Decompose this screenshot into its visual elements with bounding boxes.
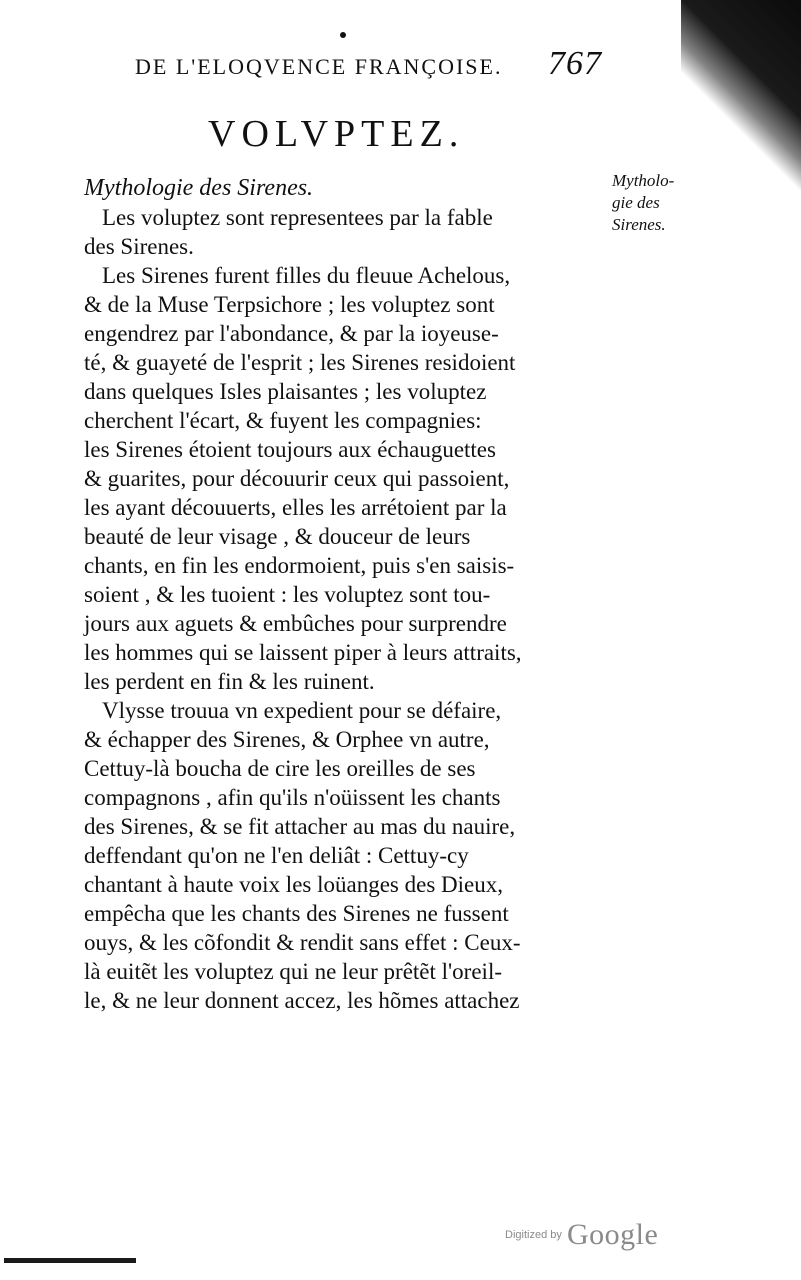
margin-note (612, 170, 702, 236)
paragraphs (84, 203, 614, 1015)
watermark-logo: Google (566, 1218, 659, 1251)
text-line: les perdent en fin & les ruinent. (84, 669, 375, 694)
body-text (84, 174, 614, 1015)
running-head: DE L'ELOQVENCE FRANÇOISE. (135, 54, 503, 79)
margin-note-line: Sirenes. (612, 215, 666, 234)
text-line: chants, en fin les endormoient, puis s'en saisis- (84, 553, 515, 578)
section-title: VOLVPTEZ. (208, 113, 465, 155)
ink-dot (340, 32, 346, 38)
text-line: & guarites, pour découurir ceux qui passoient, (84, 466, 510, 491)
text-line: beauté de leur visage , & douceur de leurs (84, 524, 471, 549)
text-line: là euitẽt les voluptez qui ne leur prêtẽt l'oreil- (84, 959, 502, 984)
page-number: 767 (548, 45, 602, 82)
text-line: soient , & les tuoient : les voluptez sont tou- (84, 582, 491, 607)
scan-corner-shadow (681, 0, 801, 190)
text-line: compagnons , afin qu'ils n'oüissent les chants (84, 785, 501, 810)
text-line: Cettuy-là boucha de cire les oreilles de ses (84, 756, 476, 781)
text-line: Les voluptez sont representees par la fable (102, 205, 493, 230)
text-line: des Sirenes. (84, 234, 194, 259)
text-line: les Sirenes étoient toujours aux échauguettes (84, 437, 496, 462)
margin-note-line: Mytholo- (612, 171, 675, 190)
text-line: ouys, & les cõfondit & rendit sans effet : Ceux- (84, 930, 521, 955)
digitized-watermark (505, 1218, 658, 1252)
text-line: des Sirenes, & se fit attacher au mas du nauire, (84, 814, 516, 839)
text-line: les hommes qui se laissent piper à leurs attraits, (84, 640, 522, 665)
text-line: & échapper des Sirenes, & Orphee vn autre, (84, 727, 490, 752)
watermark-small: Digitized by (505, 1229, 562, 1241)
paragraph (84, 696, 614, 1015)
text-line: cherchent l'écart, & fuyent les compagnies: (84, 408, 482, 433)
text-line: deffendant qu'on ne l'en deliât : Cettuy-cy (84, 843, 469, 868)
text-line: empêcha que les chants des Sirenes ne fussent (84, 901, 509, 926)
text-line: té, & guayeté de l'esprit ; les Sirenes residoient (84, 350, 516, 375)
scan-edge-bar (4, 1258, 136, 1263)
margin-note-line: gie des (612, 193, 660, 212)
text-line: le, & ne leur donnent accez, les hõmes attachez (84, 988, 520, 1013)
subheading: Mythologie des Sirenes. (84, 175, 314, 201)
text-line: & de la Muse Terpsichore ; les voluptez sont (84, 292, 495, 317)
text-line: Vlysse trouua vn expedient pour se défaire, (102, 698, 502, 723)
text-line: dans quelques Isles plaisantes ; les voluptez (84, 379, 487, 404)
text-line: chantant à haute voix les loüanges des Dieux, (84, 872, 503, 897)
text-line: Les Sirenes furent filles du fleuue Achelous, (102, 263, 511, 288)
paragraph (84, 261, 614, 696)
text-line: jours aux aguets & embûches pour surprendre (84, 611, 507, 636)
paragraph (84, 203, 614, 261)
text-line: engendrez par l'abondance, & par la ioyeuse- (84, 321, 499, 346)
text-line: les ayant découuerts, elles les arrétoient par la (84, 495, 507, 520)
